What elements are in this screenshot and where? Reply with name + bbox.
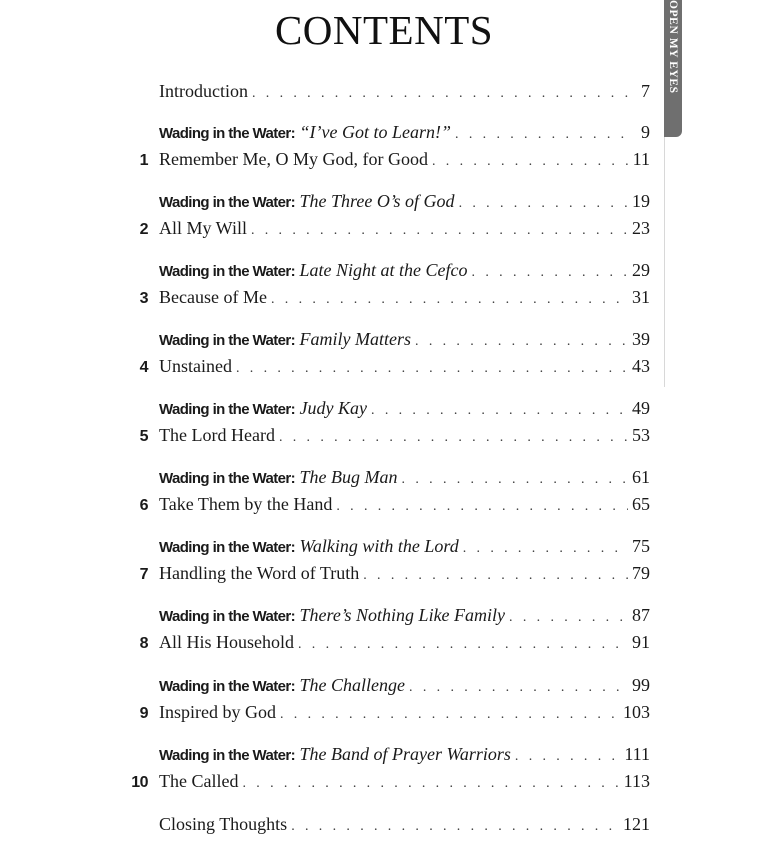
page-number: 9 (641, 122, 650, 142)
page-number: 7 (641, 81, 650, 101)
wading-prefix: Wading in the Water: (159, 608, 296, 625)
page-number: 111 (624, 744, 650, 764)
toc-entry[interactable] (120, 147, 650, 171)
entry-title: Inspired by God (159, 702, 276, 722)
dot-leader (280, 703, 619, 727)
entry-title (159, 258, 468, 284)
toc-entry[interactable] (120, 120, 650, 144)
page-number: 75 (632, 536, 650, 556)
dot-leader (251, 219, 628, 243)
page-number: 23 (632, 218, 650, 238)
entry-title: Handling the Word of Truth (159, 563, 360, 583)
toc-entry[interactable] (120, 327, 650, 351)
entry-title: The Called (159, 771, 239, 791)
toc-entry[interactable] (120, 812, 650, 836)
dot-leader (509, 606, 628, 630)
dot-leader (371, 399, 628, 423)
dot-leader (279, 426, 628, 450)
wading-prefix: Wading in the Water: (159, 747, 296, 764)
page-number: 19 (632, 191, 650, 211)
page-number: 29 (632, 260, 650, 280)
page-number: 99 (632, 675, 650, 695)
toc-entry[interactable] (120, 189, 650, 213)
page-number: 121 (623, 814, 650, 834)
entry-subtitle: Late Night at the Cefco (299, 260, 468, 280)
entry-title: Take Them by the Hand (159, 494, 333, 514)
page-number: 79 (632, 563, 650, 583)
page-number: 11 (632, 149, 650, 169)
dot-leader (298, 633, 628, 657)
dot-leader (242, 772, 619, 796)
entry-title (159, 673, 405, 699)
dot-leader (463, 537, 628, 561)
wading-prefix: Wading in the Water: (159, 401, 296, 418)
toc-entry[interactable] (120, 423, 650, 447)
entry-subtitle: Judy Kay (299, 398, 368, 418)
entry-subtitle: The Challenge (299, 675, 406, 695)
entry-subtitle: There’s Nothing Like Family (299, 605, 506, 625)
toc-entry[interactable] (120, 673, 650, 697)
wading-prefix: Wading in the Water: (159, 539, 296, 556)
entry-title (159, 327, 411, 353)
page-number: 49 (632, 398, 650, 418)
page-number: 53 (632, 425, 650, 445)
chapter-number: 4 (139, 359, 148, 376)
entry-subtitle: The Bug Man (299, 467, 398, 487)
chapter-number: 9 (139, 705, 148, 722)
page-number: 65 (632, 494, 650, 514)
chapter-number: 1 (139, 152, 148, 169)
page-number: 87 (632, 605, 650, 625)
dot-leader (336, 495, 628, 519)
dot-leader (252, 82, 628, 106)
wading-prefix: Wading in the Water: (159, 470, 296, 487)
chapter-number: 5 (139, 428, 148, 445)
toc-entry[interactable] (120, 769, 650, 793)
dot-leader (236, 357, 628, 381)
entry-title: Introduction (159, 81, 248, 101)
entry-subtitle: Family Matters (299, 329, 412, 349)
toc-entry[interactable] (120, 79, 650, 103)
toc-entry[interactable] (120, 700, 650, 724)
entry-title: All My Will (159, 218, 247, 238)
dot-leader (432, 150, 628, 174)
entry-title: Because of Me (159, 287, 267, 307)
toc-entry[interactable] (120, 603, 650, 627)
dot-leader (363, 564, 628, 588)
chapter-number: 2 (139, 221, 148, 238)
entry-title: Unstained (159, 356, 232, 376)
entry-title (159, 742, 511, 768)
dot-leader (515, 745, 620, 769)
entry-subtitle: Walking with the Lord (299, 536, 459, 556)
entry-title (159, 120, 451, 146)
entry-subtitle: “I’ve Got to Learn!” (299, 122, 452, 142)
page-number: 43 (632, 356, 650, 376)
dot-leader (409, 676, 628, 700)
entry-subtitle: The Three O’s of God (299, 191, 455, 211)
dot-leader (455, 123, 628, 147)
chapter-number: 10 (131, 774, 148, 791)
toc-entry[interactable] (120, 630, 650, 654)
toc-entry[interactable] (120, 354, 650, 378)
toc-entry[interactable] (120, 216, 650, 240)
chapter-number: 8 (139, 635, 148, 652)
side-tab-label: OPEN MY EYES (667, 0, 679, 94)
toc-entry[interactable] (120, 285, 650, 309)
page-number: 113 (623, 771, 650, 791)
dot-leader (271, 288, 628, 312)
page-number: 39 (632, 329, 650, 349)
entry-title: Remember Me, O My God, for Good (159, 149, 428, 169)
dot-leader (459, 192, 628, 216)
chapter-number: 7 (139, 566, 148, 583)
toc-entry[interactable] (120, 492, 650, 516)
entry-title (159, 534, 459, 560)
page-number: 61 (632, 467, 650, 487)
wading-prefix: Wading in the Water: (159, 332, 296, 349)
toc-entry[interactable] (120, 396, 650, 420)
dot-leader (472, 261, 628, 285)
dot-leader (402, 468, 628, 492)
toc-entry[interactable] (120, 742, 650, 766)
toc-entry[interactable] (120, 534, 650, 558)
toc-entry[interactable] (120, 465, 650, 489)
chapter-number: 6 (139, 497, 148, 514)
toc-entry[interactable] (120, 561, 650, 585)
page-number: 31 (632, 287, 650, 307)
entry-subtitle: The Band of Prayer Warriors (299, 744, 511, 764)
entry-title: Closing Thoughts (159, 814, 288, 834)
wading-prefix: Wading in the Water: (159, 125, 296, 142)
dot-leader (415, 330, 628, 354)
wading-prefix: Wading in the Water: (159, 194, 296, 211)
entry-title (159, 396, 367, 422)
chapter-number: 3 (139, 290, 148, 307)
page-number: 103 (623, 702, 650, 722)
entry-title (159, 603, 505, 629)
dot-leader (291, 815, 619, 839)
page-number: 91 (632, 632, 650, 652)
toc-entry[interactable] (120, 258, 650, 282)
entry-title: The Lord Heard (159, 425, 275, 445)
side-divider (664, 137, 665, 387)
entry-title (159, 465, 398, 491)
page-title: CONTENTS (274, 7, 494, 53)
wading-prefix: Wading in the Water: (159, 263, 296, 280)
entry-title (159, 189, 455, 215)
entry-title: All His Household (159, 632, 294, 652)
wading-prefix: Wading in the Water: (159, 678, 296, 695)
